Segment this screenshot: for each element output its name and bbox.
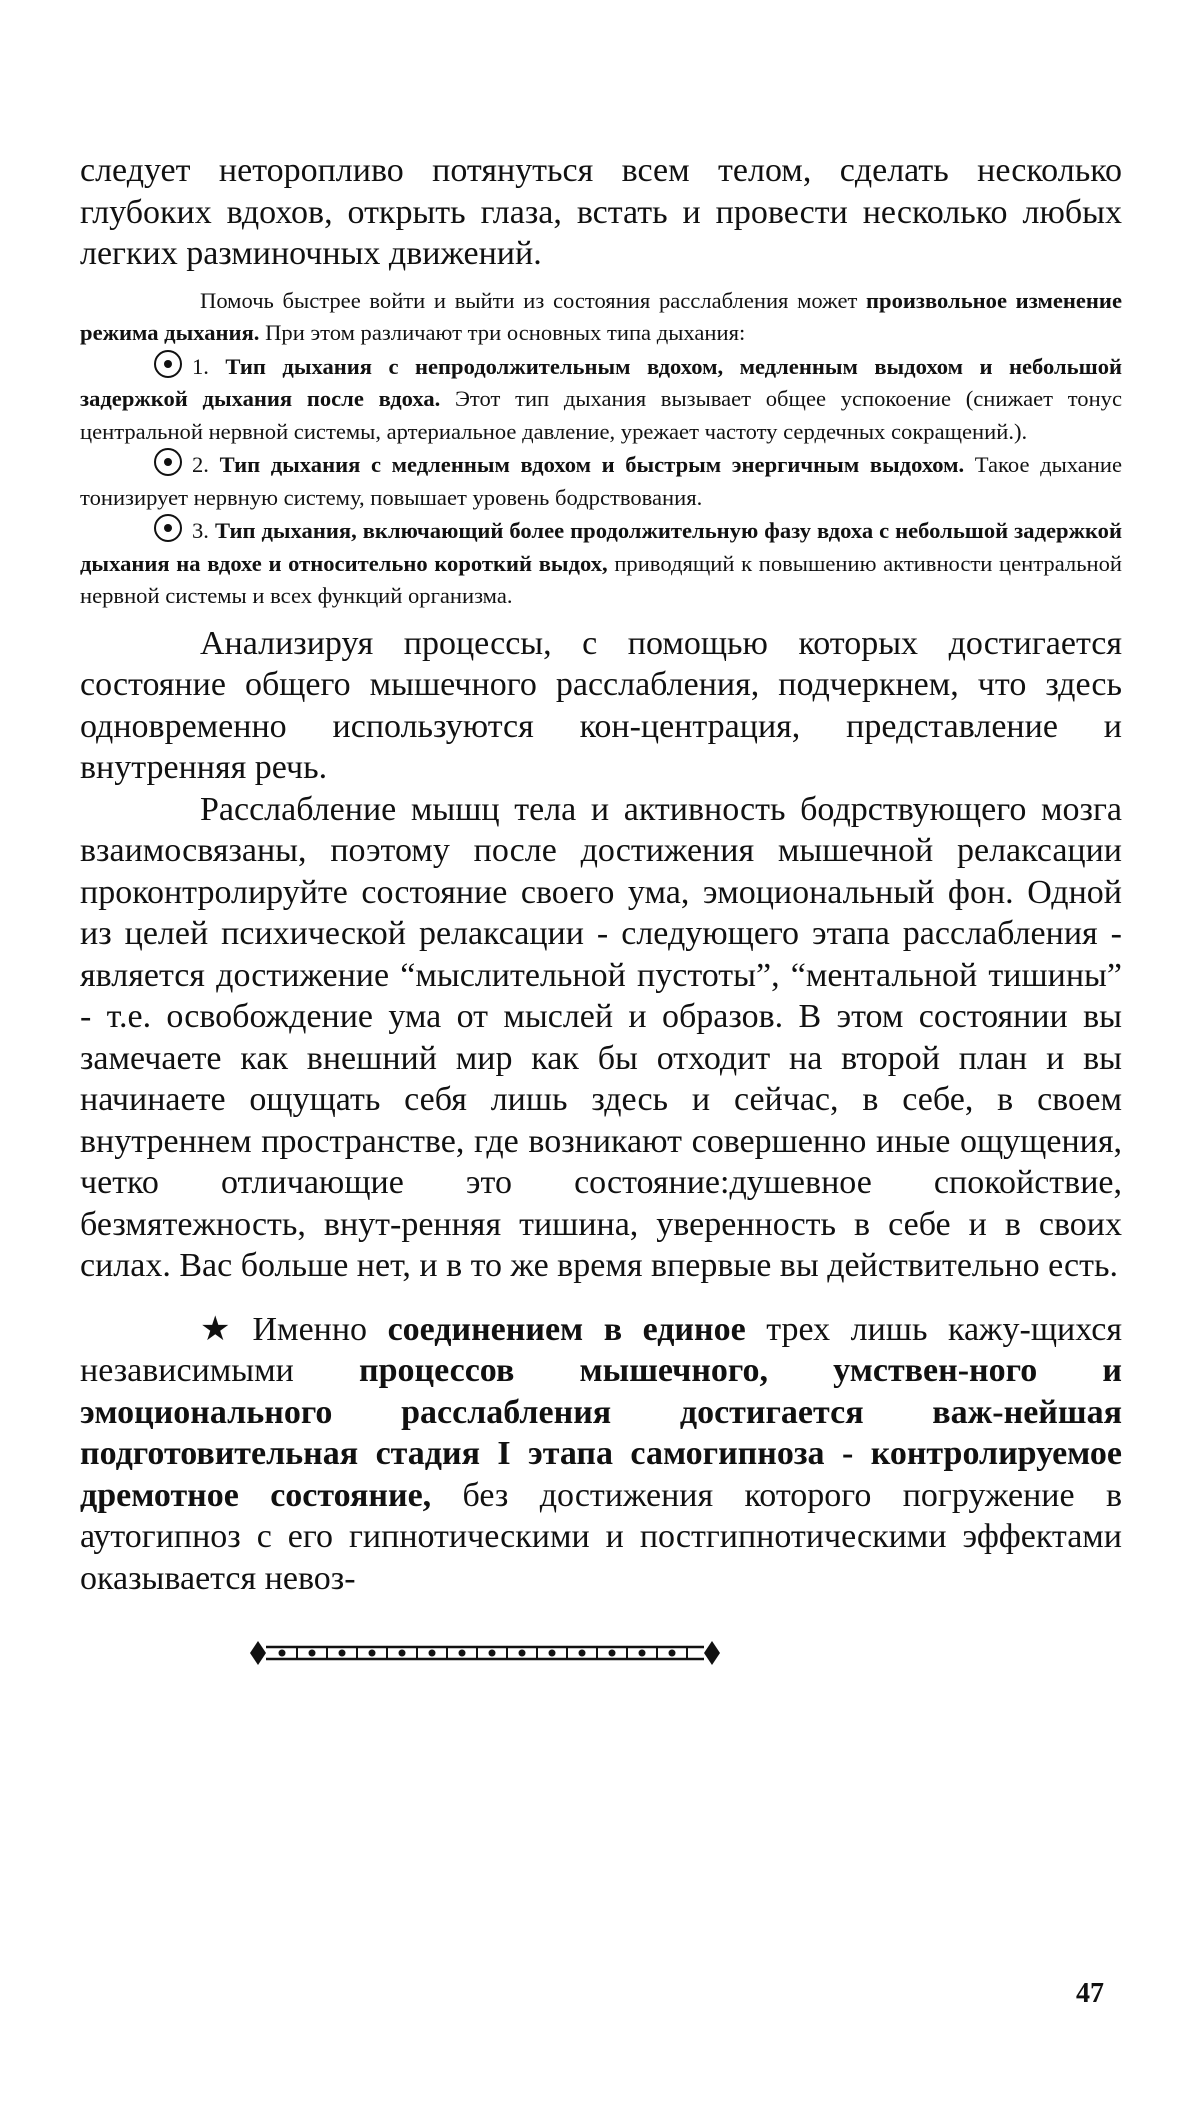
conclusion-bold: соединением в единое [387,1310,746,1348]
ornament-divider [236,1638,734,1668]
item-number: 2. [192,452,220,477]
paragraph-conclusion [80,1309,1122,1600]
intro-bold: произвольное изменение режима дыхания. [80,287,1122,345]
page-number: 47 [1076,1978,1104,2009]
circled-dot-icon [154,448,182,476]
paragraph-breathing-intro [80,285,1122,350]
item-text: Такое дыхание тонизирует нервную систему, повышает уровень бодрствования. [80,452,1122,510]
intro-text-end: При этом различают три основных типа дыхания: [259,320,746,345]
item-number: 3. [192,518,215,543]
conclusion-bold: процессов мышечного, умствен-ного и эмоционального расслабления достигается важ-нейшая подготовительная стадия I этапа самогипноза - контролируемое дремотное состояние, [80,1352,1122,1514]
conclusion-text: Именно [252,1310,388,1348]
paragraph-relaxation: Расслабление мышц тела и активность бодрствующего мозга взаимосвязаны, поэтому после достижения мышечной релаксации проконтролируйте состояние своего ума, эмоциональный фон. Одной из целей психической релаксации - следующего этапа расслабления - является достижение “мыслительной пустоты”, “ментальной тишины” - т.е. освобождение ума от мыслей и образов. В этом состоянии вы замечаете как внешний мир как бы отходит на второй план и вы начинаете ощущать себя лишь здесь и сейчас, в себе, в своем внутреннем пространстве, где возникают совершенно иные ощущения, четко отличающие это состояние:душевное спокойствие, безмятежность, внут-ренняя тишина, уверенность в себе и в своих силах. Вас больше нет, и в то же время впервые вы действительно есть. [80,790,1122,1284]
breathing-type-1 [80,350,1122,449]
item-bold: Тип дыхания с непродолжительным вдохом, медленным выдохом и небольшой задержкой дыхания после вдоха. [80,353,1123,411]
item-text: Этот тип дыхания вызывает общее успокоение (снижает тонус центральной нервной системы, артериальное давление, урежает частоту сердечных сокращений.). [80,386,1122,444]
item-bold: Тип дыхания с медленным вдохом и быстрым энергичным выдохом. [219,452,965,477]
conclusion-text: без достижения которого погружение в аутогипноз с его гипнотическими и постгипнотическими эффектами оказывается невоз- [80,1476,1123,1597]
star-icon: ★ [200,1308,243,1349]
circled-dot-icon [154,350,182,378]
item-bold: Тип дыхания, включающий более продолжительную фазу вдоха с небольшой задержкой дыхания на вдохе и относительно короткий выдох, [80,518,1122,576]
page-body [80,150,1122,1599]
breathing-type-3 [80,514,1122,613]
paragraph-1: следует неторопливо потянуться всем телом, сделать несколько глубоких вдохов, открыть глаза, встать и провести несколько любых легких разминочных движений. [80,152,1122,272]
item-number: 1. [192,353,226,379]
breathing-type-2 [80,448,1122,514]
intro-text: Помочь быстрее войти и выйти из состояния расслабления может [200,287,867,313]
item-text: приводящий к повышению активности центральной нервной системы и всех функций организма. [80,550,1122,608]
circled-dot-icon [154,514,182,542]
paragraph-analysis: Анализируя процессы, с помощью которых достигается состояние общего мышечного расслабления, подчеркнем, что здесь одновременно используются кон-центрация, представление и внутренняя речь. [80,624,1122,786]
conclusion-text: трех лишь кажу-щихся независимыми [80,1310,1122,1389]
